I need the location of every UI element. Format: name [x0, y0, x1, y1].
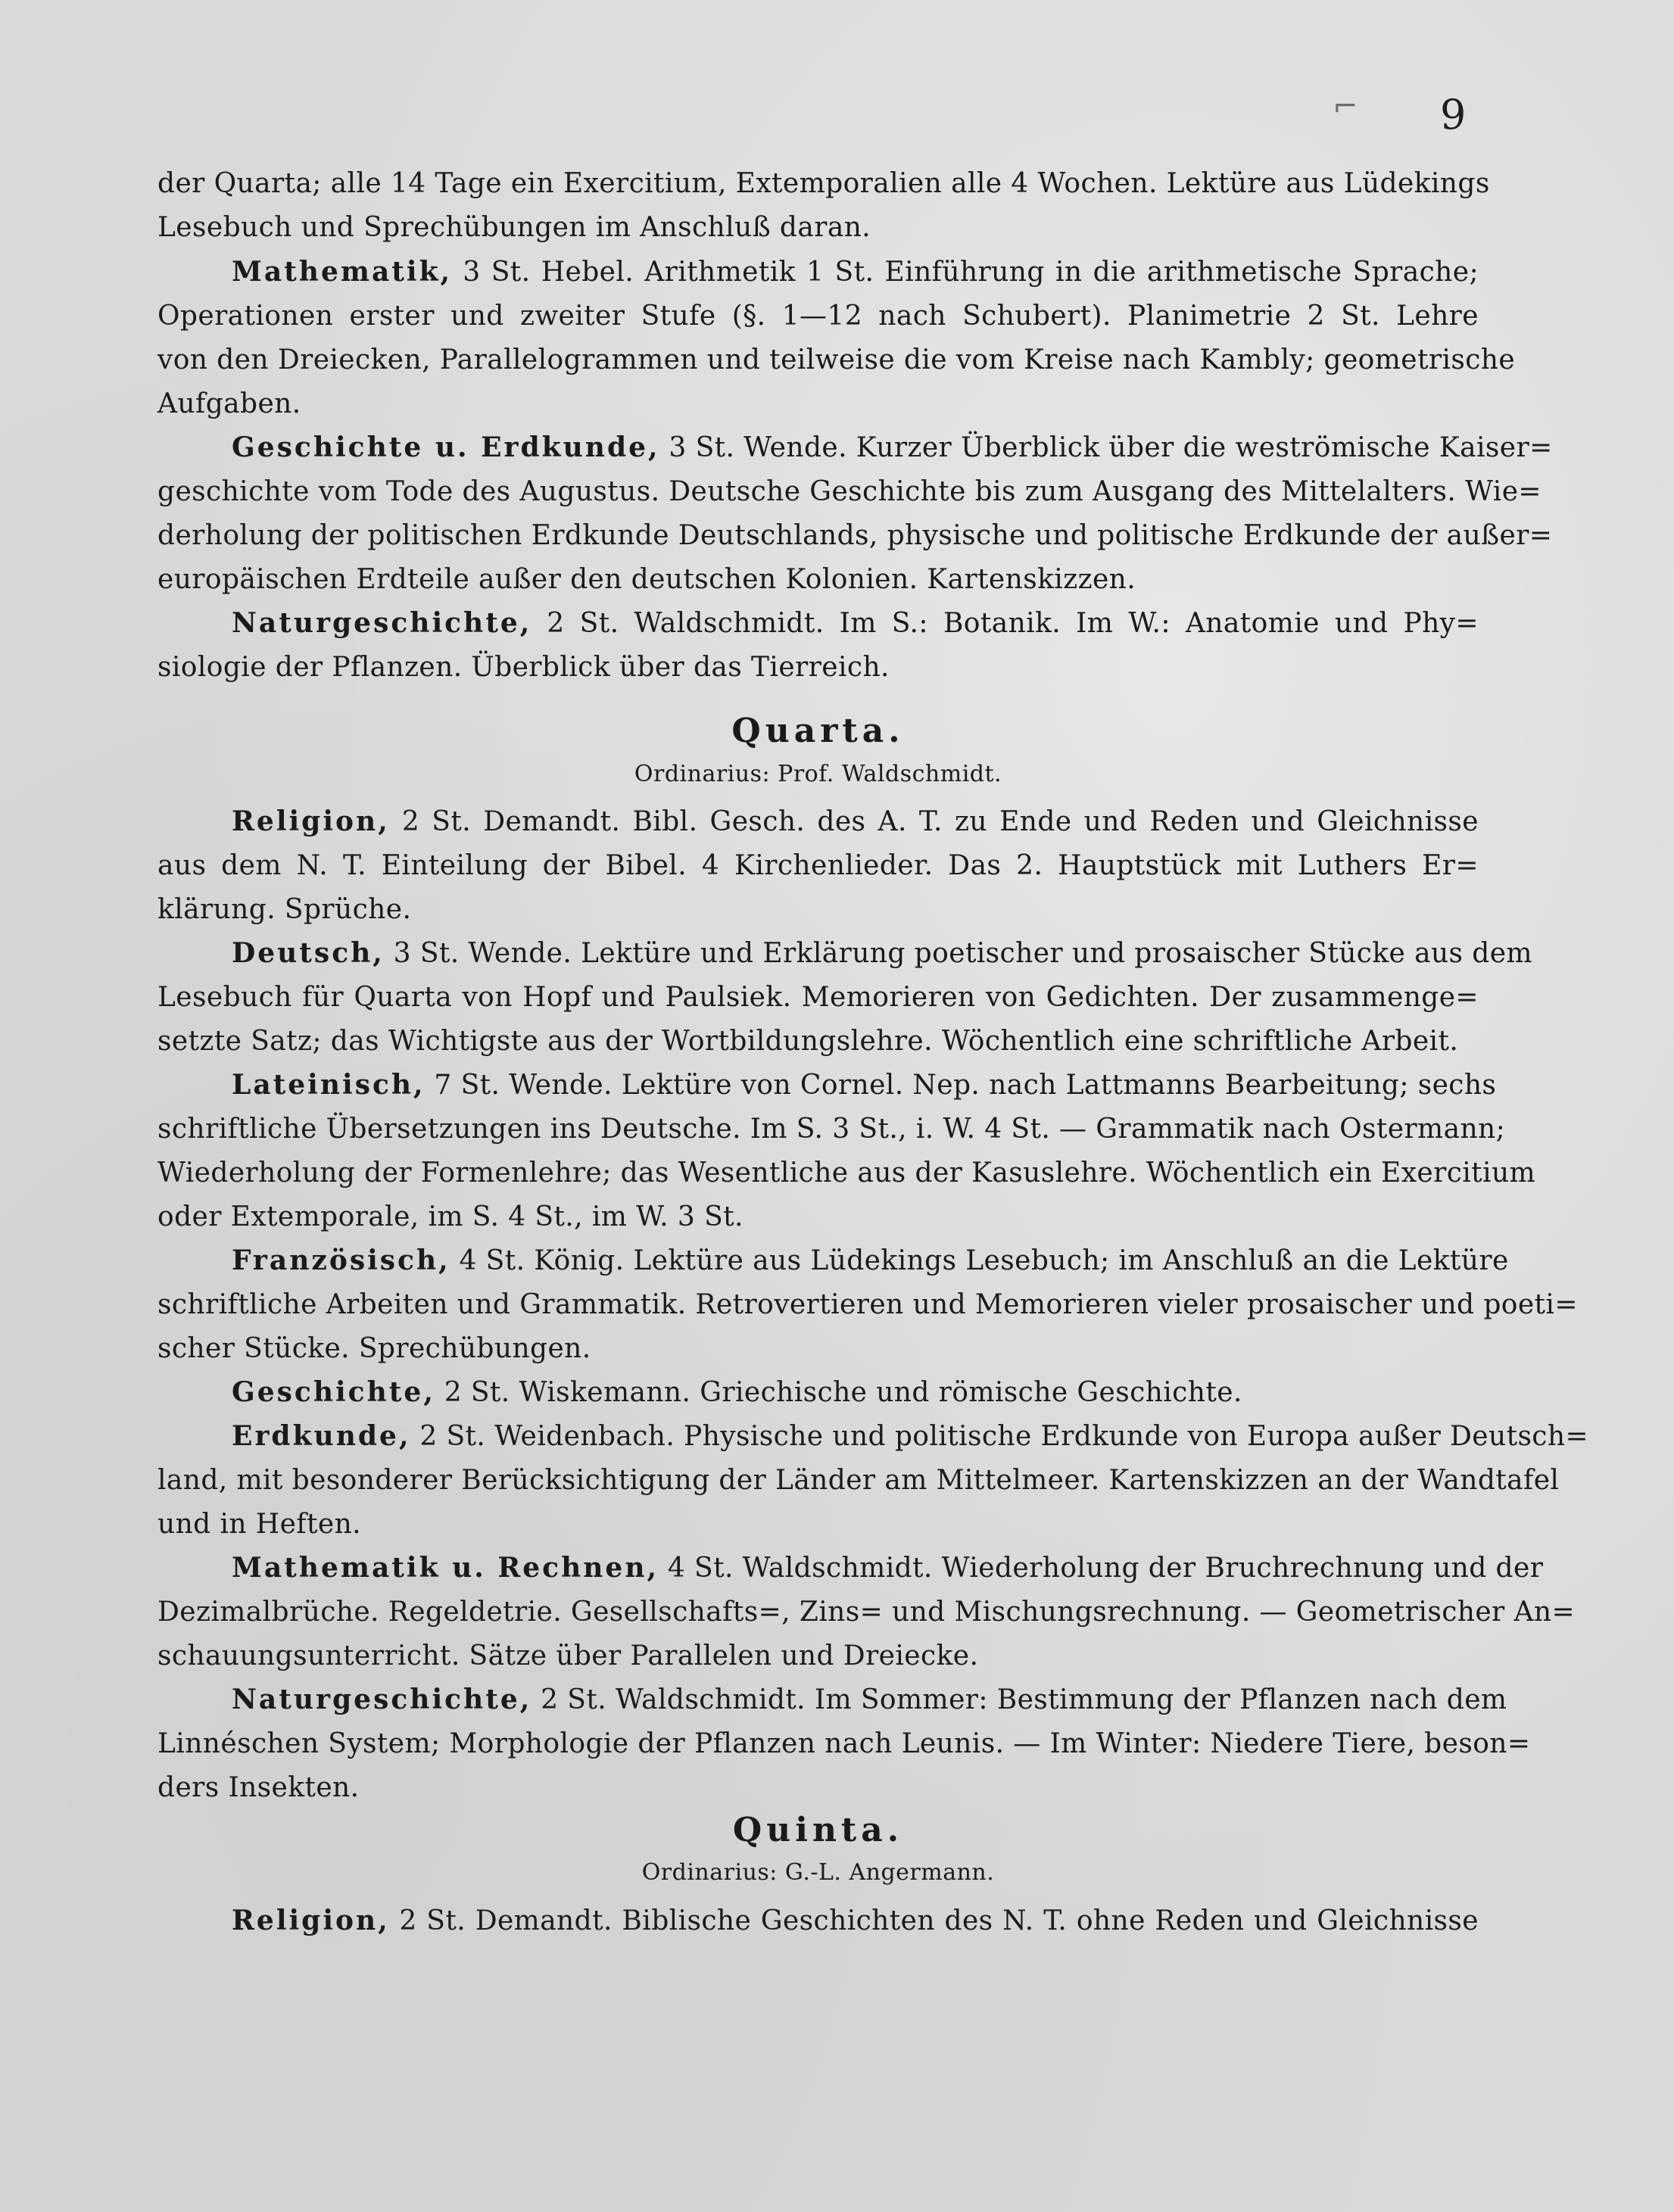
text-line: Lesebuch für Quarta von Hopf und Paulsiek. Memorieren von Gedichten. Der zusammenge= — [157, 982, 1479, 1013]
paragraph-erdkunde — [157, 1414, 1589, 1547]
text-line: land, mit besonderer Berücksichtigung der Länder am Mittelmeer. Kartenskizzen an der Wandtafel — [157, 1465, 1560, 1496]
text-line: europäischen Erdteile außer den deutschen Kolonien. Kartenskizzen. — [157, 564, 1136, 595]
text-line: 7 St. Wende. Lektüre von Cornel. Nep. nach Lattmanns Bearbeitung; sechs — [425, 1070, 1497, 1101]
subject-label: Naturgeschichte, — [232, 607, 532, 639]
subject-label: Geschichte, — [232, 1376, 435, 1408]
text-line: schriftliche Arbeiten und Grammatik. Retrovertieren und Memorieren vieler prosaischer und poeti= — [157, 1289, 1578, 1320]
subject-label: Naturgeschichte, — [232, 1684, 532, 1715]
text-line: Operationen erster und zweiter Stufe (§. 1—12 nach Schubert). Planimetrie 2 St. Lehre — [157, 301, 1479, 332]
text-line: 4 St. Waldschmidt. Wiederholung der Bruchrechnung und der — [659, 1553, 1544, 1584]
text-line: 2 St. Waldschmidt. Im Sommer: Bestimmung der Pflanzen nach dem — [532, 1684, 1507, 1715]
text-line: siologie der Pflanzen. Überblick über das Tierreich. — [157, 652, 890, 683]
subject-label: Mathematik, — [232, 256, 453, 288]
section-heading-quarta: Quarta. — [731, 712, 905, 750]
text-line: 2 St. Weidenbach. Physische und politische Erdkunde von Europa außer Deutsch= — [410, 1421, 1589, 1452]
text-line: 3 St. Hebel. Arithmetik 1 St. Einführung in die arithmetische Sprache; — [452, 257, 1479, 288]
paragraph-mathematik-rechnen — [157, 1546, 1576, 1678]
text-line: 2 St. Demandt. Bibl. Gesch. des A. T. zu Ende und Reden und Gleichnisse — [389, 806, 1479, 837]
subject-label: Erdkunde, — [232, 1420, 411, 1452]
text-line: Linnéschen System; Morphologie der Pflanzen nach Leunis. — Im Winter: Niedere Tiere, beson= — [157, 1728, 1531, 1759]
text-line: setzte Satz; das Wichtigste aus der Wortbildungslehre. Wöchentlich eine schriftliche Arbeit. — [157, 1026, 1459, 1057]
ordinarius-quarta: Ordinarius: Prof. Waldschmidt. — [634, 761, 1002, 787]
subject-label: Mathematik u. Rechnen, — [232, 1552, 659, 1584]
intro-paragraph — [157, 162, 1490, 250]
text-line: oder Extemporale, im S. 4 St., im W. 3 St. — [157, 1201, 743, 1232]
text-line: klärung. Sprüche. — [157, 894, 412, 925]
text-line: 3 St. Wende. Kurzer Überblick über die weströmische Kaiser= — [659, 432, 1553, 463]
text-line: schriftliche Übersetzungen ins Deutsche. Im S. 3 St., i. W. 4 St. — Grammatik nach Ostermann; — [157, 1114, 1506, 1145]
pencil-mark: ⌐ — [1333, 89, 1358, 124]
text-line: 4 St. König. Lektüre aus Lüdekings Lesebuch; im Anschluß an die Lektüre — [450, 1245, 1509, 1276]
text-line: geschichte vom Tode des Augustus. Deutsche Geschichte bis zum Ausgang des Mittelalters. Wie= — [157, 476, 1542, 507]
text-line: Aufgaben. — [157, 388, 301, 419]
paragraph-deutsch — [157, 931, 1532, 1064]
text-line: Wiederholung der Formenlehre; das Wesentliche aus der Kasuslehre. Wöchentlich ein Exercitium — [157, 1157, 1536, 1189]
text-line: schauungsunterricht. Sätze über Parallelen und Dreiecke. — [157, 1640, 979, 1671]
page-number: 9 — [1440, 91, 1467, 139]
text-line: ders Insekten. — [157, 1772, 360, 1803]
text-line: 3 St. Wende. Lektüre und Erklärung poetischer und prosaischer Stücke aus dem — [384, 938, 1532, 969]
text-line: 2 St. Demandt. Biblische Geschichten des N. T. ohne Reden und Gleichnisse — [389, 1905, 1479, 1936]
text-line: der Quarta; alle 14 Tage ein Exercitium, Extemporalien alle 4 Wochen. Lektüre aus Lüdekings — [157, 168, 1490, 199]
paragraph-geschichte-erdkunde — [157, 425, 1553, 602]
subject-label: Lateinisch, — [232, 1069, 426, 1101]
paragraph-geschichte — [157, 1370, 1479, 1415]
paragraph-lateinisch — [157, 1063, 1536, 1239]
text-line: derholung der politischen Erdkunde Deutschlands, physische und politische Erdkunde der außer= — [157, 520, 1553, 551]
subject-label: Französisch, — [232, 1245, 450, 1276]
text-line: aus dem N. T. Einteilung der Bibel. 4 Kirchenlieder. Das 2. Hauptstück mit Luthers Er= — [157, 850, 1479, 881]
text-line: Dezimalbrüche. Regeldetrie. Gesellschafts=, Zins= und Mischungsrechnung. — Geometrischer An= — [157, 1597, 1576, 1628]
subject-label: Religion, — [232, 805, 390, 837]
paragraph-religion-quinta — [157, 1899, 1479, 1943]
text-line: scher Stücke. Sprechübungen. — [157, 1333, 591, 1364]
paragraph-naturgeschichte-quarta — [157, 1678, 1531, 1810]
paragraph-religion — [157, 799, 1479, 932]
text-line: 2 St. Waldschmidt. Im S.: Botanik. Im W.: Anatomie und Phy= — [532, 608, 1479, 639]
paragraph-naturgeschichte — [157, 601, 1479, 690]
subject-label: Religion, — [232, 1905, 390, 1936]
text-line: Lesebuch und Sprechübungen im Anschluß daran. — [157, 212, 871, 243]
text-line: 2 St. Wiskemann. Griechische und römische Geschichte. — [435, 1377, 1242, 1408]
paragraph-franzoesisch — [157, 1238, 1578, 1371]
ordinarius-quinta: Ordinarius: G.-L. Angermann. — [641, 1859, 995, 1886]
subject-label: Geschichte u. Erdkunde, — [232, 431, 660, 463]
paragraph-mathematik — [157, 250, 1516, 426]
text-line: von den Dreiecken, Parallelogrammen und teilweise die vom Kreise nach Kambly; geometrische — [157, 344, 1516, 375]
subject-label: Deutsch, — [232, 937, 385, 969]
text-line: und in Heften. — [157, 1509, 362, 1540]
section-heading-quinta: Quinta. — [732, 1811, 904, 1849]
